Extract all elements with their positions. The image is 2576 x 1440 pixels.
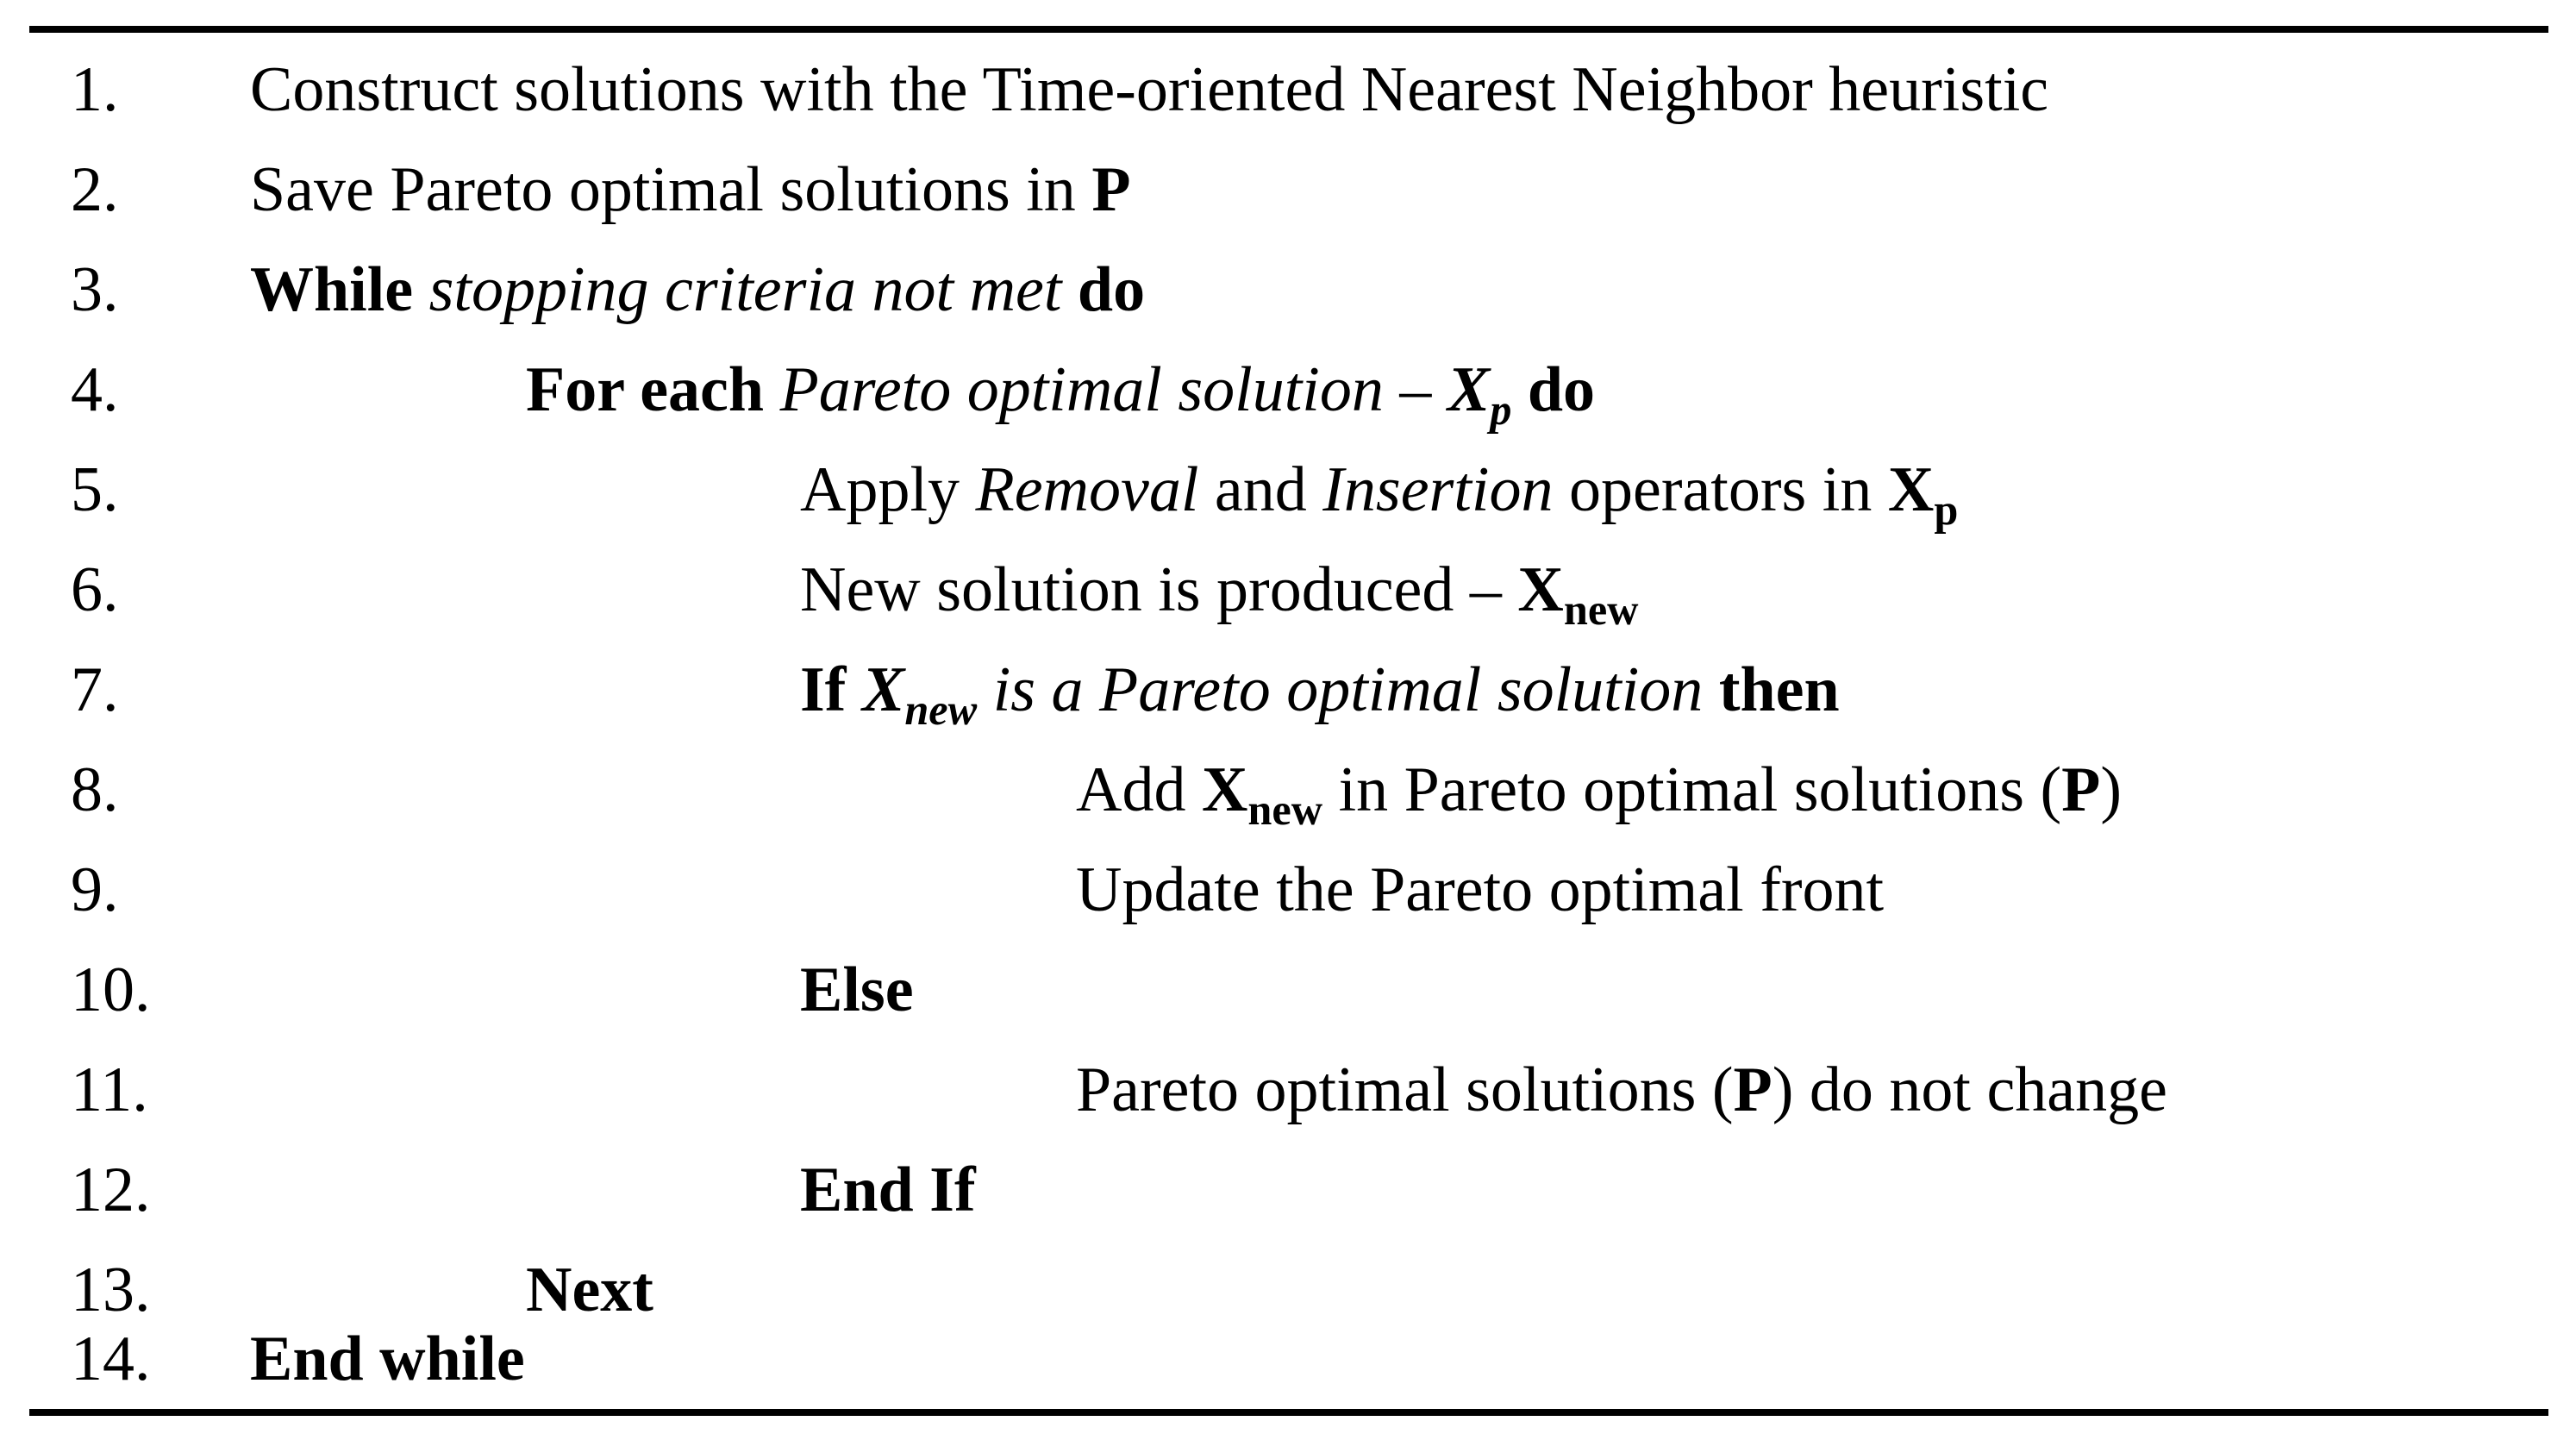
line-number: 4.: [71, 354, 119, 425]
keyword-end-while: End while: [250, 1324, 525, 1394]
algorithm-line-1: [0, 40, 2576, 140]
keyword-next: Next: [526, 1255, 653, 1325]
algorithm-line-3: [0, 240, 2576, 340]
keyword-else: Else: [800, 955, 914, 1025]
line-text: [800, 940, 914, 1040]
line-number: 12.: [71, 1155, 151, 1225]
algorithm-line-2: [0, 140, 2576, 240]
algorithm-line-5: [0, 440, 2576, 540]
line-text: [250, 1309, 525, 1409]
keyword-if: If: [800, 654, 847, 725]
algorithm-line-8: [0, 740, 2576, 840]
algorithm-line-7: [0, 640, 2576, 740]
keyword-do: do: [1077, 254, 1146, 325]
line-text: Pareto optimal solutions (P) do not change: [1076, 1055, 2167, 1125]
algorithm-line-6: [0, 540, 2576, 640]
keyword-then: then: [1718, 654, 1840, 725]
line-number: 14.: [71, 1324, 151, 1394]
keyword-while: While: [250, 254, 414, 325]
line-number: 3.: [71, 254, 119, 325]
algorithm-line-12: [0, 1140, 2576, 1240]
line-text: Update the Pareto optimal front: [1076, 855, 1885, 925]
line-number: 5.: [71, 454, 119, 525]
line-text: While stopping criteria not met do: [250, 254, 1146, 325]
algorithm-line-11: [0, 1040, 2576, 1140]
line-text: Add $X_{new}$ in Pareto optimal solutions (P): [1076, 754, 2123, 835]
line-number: 9.: [71, 855, 119, 925]
line-number: 8.: [71, 754, 119, 825]
line-number: 13.: [71, 1255, 151, 1325]
line-text: [800, 1140, 976, 1240]
line-number: 2.: [71, 154, 119, 225]
line-number: 1.: [71, 54, 119, 125]
keyword-do: do: [1527, 354, 1595, 425]
line-text: New solution is produced – $X_{new}$: [800, 554, 1639, 635]
top-rule: [29, 26, 2548, 33]
set-p: P: [1091, 154, 1131, 225]
line-text: Construct solutions with the Time-oriented Nearest Neighbor heuristic: [250, 54, 2049, 125]
keyword-end-if: End If: [800, 1155, 976, 1225]
bottom-rule: [29, 1409, 2548, 1416]
line-text: If $X_{new}$ is a Pareto optimal solution then: [800, 654, 1840, 735]
algorithm-line-9: [0, 840, 2576, 940]
line-number: 10.: [71, 955, 151, 1025]
algorithm-line-4: [0, 340, 2576, 440]
line-text: Apply Removal and Insertion operators in $X_p$: [800, 454, 1959, 535]
line-text: For each Pareto optimal solution – $X_p$ do: [526, 354, 1595, 435]
algorithm-line-14: [0, 1309, 2576, 1409]
keyword-for-each: For each: [526, 354, 765, 425]
algorithm-line-10: [0, 940, 2576, 1040]
line-number: 11.: [71, 1055, 148, 1125]
line-number: 6.: [71, 554, 119, 625]
line-text: Save Pareto optimal solutions in P: [250, 154, 1131, 225]
line-number: 7.: [71, 654, 119, 725]
